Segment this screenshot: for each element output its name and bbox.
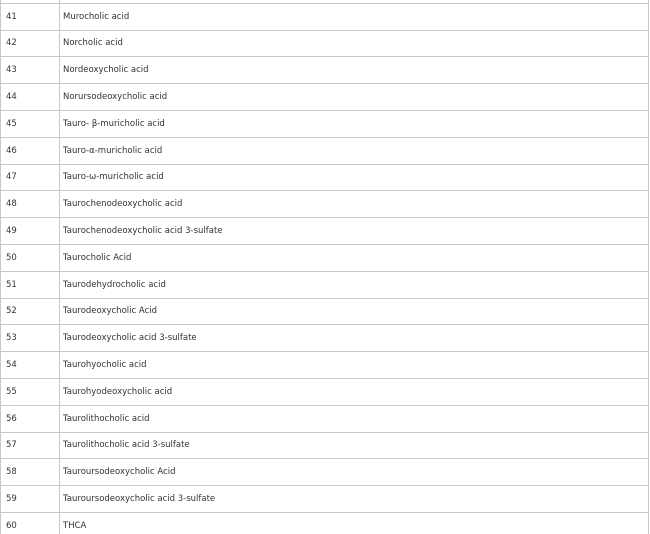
- row-number-cell: 55: [1, 378, 60, 405]
- row-number-cell: 54: [1, 352, 60, 379]
- compound-name-cell: THCA: [60, 512, 649, 534]
- table-row: [1, 271, 649, 298]
- row-number-cell: 45: [1, 110, 60, 137]
- table-row: [1, 30, 649, 57]
- row-number-cell: 59: [1, 486, 60, 513]
- compound-name-cell: Taurohyocholic acid: [60, 352, 649, 379]
- row-number-cell: 44: [1, 84, 60, 111]
- compound-name-cell: Tauro- β-muricholic acid: [60, 110, 649, 137]
- compound-table-body: [1, 0, 649, 534]
- table-row: [1, 84, 649, 111]
- compound-name-cell: Taurochenodeoxycholic acid 3-sulfate: [60, 218, 649, 245]
- compound-name-cell: Murocholic acid: [60, 3, 649, 30]
- row-number-cell: 50: [1, 244, 60, 271]
- row-number-cell: 41: [1, 3, 60, 30]
- table-row: [1, 244, 649, 271]
- compound-name-cell: Tauroursodeoxycholic acid 3-sulfate: [60, 486, 649, 513]
- table-row: [1, 298, 649, 325]
- row-number-cell: 56: [1, 405, 60, 432]
- row-number-cell: 42: [1, 30, 60, 57]
- row-number-cell: 53: [1, 325, 60, 352]
- compound-name-cell: Taurocholic Acid: [60, 244, 649, 271]
- compound-name-cell: Taurodeoxycholic acid 3-sulfate: [60, 325, 649, 352]
- table-row: [1, 164, 649, 191]
- table-row: [1, 405, 649, 432]
- compound-name-cell: Tauroursodeoxycholic Acid: [60, 459, 649, 486]
- row-number-cell: 60: [1, 512, 60, 534]
- compound-name-cell: Tauro-ω-muricholic acid: [60, 164, 649, 191]
- row-number-cell: 57: [1, 432, 60, 459]
- table-row: [1, 191, 649, 218]
- row-number-cell: 58: [1, 459, 60, 486]
- compound-name-cell: Tauro-α-muricholic acid: [60, 137, 649, 164]
- compound-name-cell: Taurodehydrocholic acid: [60, 271, 649, 298]
- table-row: [1, 459, 649, 486]
- table-row: [1, 512, 649, 534]
- compound-name-cell: Norursodeoxycholic acid: [60, 84, 649, 111]
- table-row: [1, 432, 649, 459]
- compound-name-cell: Taurodeoxycholic Acid: [60, 298, 649, 325]
- compound-name-cell: Taurolithocholic acid 3-sulfate: [60, 432, 649, 459]
- row-number-cell: 46: [1, 137, 60, 164]
- compound-name-cell: Nordeoxycholic acid: [60, 57, 649, 84]
- table-row: [1, 378, 649, 405]
- row-number-cell: 48: [1, 191, 60, 218]
- table-row: [1, 110, 649, 137]
- row-number-cell: 47: [1, 164, 60, 191]
- compound-name-cell: Taurolithocholic acid: [60, 405, 649, 432]
- table-row: [1, 57, 649, 84]
- row-number-cell: 43: [1, 57, 60, 84]
- row-number-cell: 51: [1, 271, 60, 298]
- table-row: [1, 3, 649, 30]
- compound-name-cell: Taurochenodeoxycholic acid: [60, 191, 649, 218]
- row-number-cell: 52: [1, 298, 60, 325]
- row-number-cell: 49: [1, 218, 60, 245]
- table-row: [1, 486, 649, 513]
- compound-name-cell: Taurohyodeoxycholic acid: [60, 378, 649, 405]
- table-row: [1, 137, 649, 164]
- table-row: [1, 352, 649, 379]
- table-row: [1, 218, 649, 245]
- table-row: [1, 325, 649, 352]
- compound-name-cell: Norcholic acid: [60, 30, 649, 57]
